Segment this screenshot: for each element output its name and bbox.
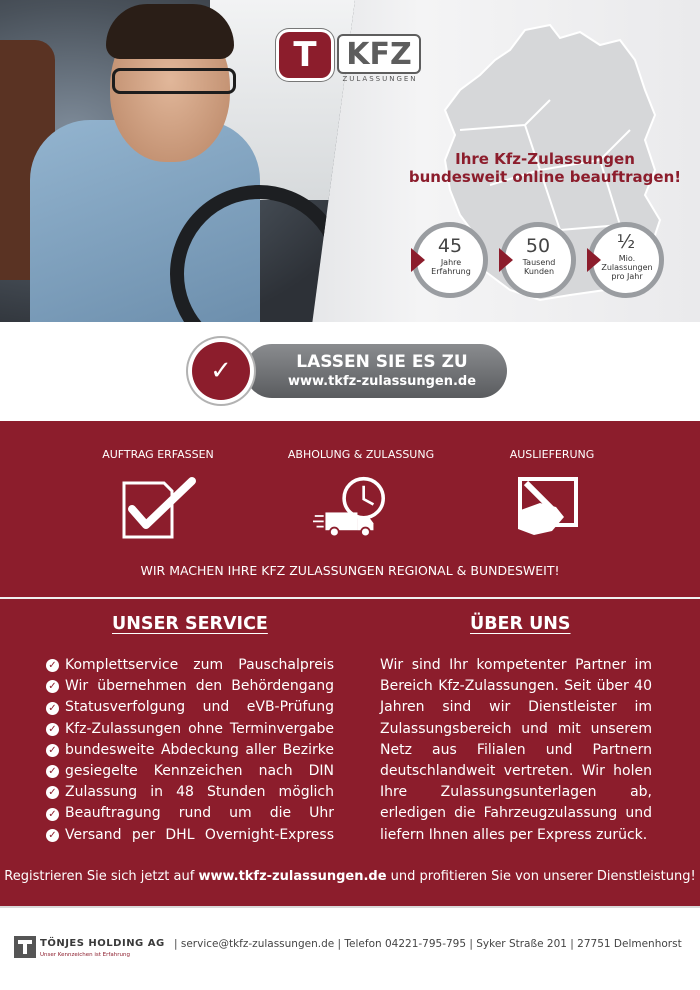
stat-number: 50 [525,235,551,257]
check-circle-icon: ✓ [46,829,59,842]
list-item: ✓ Komplettservice zum Pauschalpreis [46,655,334,676]
stat-label: Tausend Kunden [522,258,556,276]
register-link[interactable]: www.tkfz-zulassungen.de [198,869,387,884]
list-item: ✓ Beauftragung rund um die Uhr [46,803,334,824]
cta-website-link[interactable] [245,344,507,398]
service-title: UNSER SERVICE [112,614,268,634]
stat-label: Jahre Erfahrung [431,258,471,276]
service-list [46,655,334,846]
logo-subtitle: ZULASSUNGEN [342,75,418,83]
footer-company: TÖNJES HOLDING AG [40,938,165,949]
list-item: ✓ bundesweite Abdeckung aller Bezirke [46,740,334,761]
list-item: ✓ Statusverfolgung und eVB-Prüfung [46,697,334,718]
register-post: und profitieren Sie von unserer Dienstleistung! [386,869,696,884]
checklist-icon [118,473,198,543]
cta-title: LASSEN SIE ES ZU [296,352,468,372]
headline-line-2: bundesweit online beauftragen! [408,168,682,186]
check-circle-icon: ✓ [46,808,59,821]
toenjes-logo-icon [14,936,36,958]
check-circle-icon: ✓ [46,765,59,778]
list-item: ✓ Wir übernehmen den Behördengang [46,676,334,697]
stat-badge-years [412,222,488,298]
check-circle-icon: ✓ [46,702,59,715]
list-item: ✓ Versand per DHL Overnight-Express [46,825,334,846]
register-pre: Registrieren Sie sich jetzt auf [4,869,199,884]
step-title-order: AUFTRAG ERFASSEN [102,448,214,461]
stat-badge-registrations [588,222,664,298]
stat-number: ½ [616,231,636,253]
stat-number: 45 [437,235,463,257]
stat-label: Mio. Zulassungen pro Jahr [601,254,653,281]
cta-url: www.tkfz-zulassungen.de [287,374,477,389]
register-line [0,869,700,884]
delivery-truck-clock-icon [313,473,393,543]
tagline: WIR MACHEN IHRE KFZ ZULASSUNGEN REGIONAL & BUNDESWEIT! [140,563,560,578]
footer-contact-info: | service@tkfz-zulassungen.de | Telefon 04221-795-795 | Syker Straße 201 | 27751 Delmenhorst [174,938,682,950]
logo-word: KFZ [337,34,421,74]
step-title-delivery: AUSLIEFERUNG [509,448,595,461]
about-title: ÜBER UNS [470,614,571,634]
list-item: ✓ Zulassung in 48 Stunden möglich [46,782,334,803]
check-circle-icon: ✓ [46,723,59,736]
section-divider [0,597,700,599]
check-circle-icon: ✓ [46,680,59,693]
headline-line-1: Ihre Kfz-Zulassungen [455,150,635,168]
check-circle-icon: ✓ [46,786,59,799]
list-item: ✓ gesiegelte Kennzeichen nach DIN [46,761,334,782]
tkfz-logo [279,32,424,82]
logo-letter: T [279,32,331,78]
checkmark-icon: ✓ [192,342,250,400]
stat-badge-customers [500,222,576,298]
check-circle-icon: ✓ [46,659,59,672]
footer-slogan: Unser Kennzeichen ist Erfahrung [40,952,130,958]
about-text: Wir sind Ihr kompetenter Partner im Bereich Kfz-Zulassungen. Seit über 40 Jahren sind wir Dienstleister im Zulassungsbereich und mit unserem Netz aus Filialen und Partnern deutschlandweit vertreten. Wir holen Ihre Zulassungsunterlagen ab, erledigen die Fahrzeugzulassung und liefern Ihnen alles per Express zurück. [380,657,652,843]
step-title-pickup: ABHOLUNG & ZULASSUNG [287,448,435,461]
check-circle-icon: ✓ [46,744,59,757]
hand-document-icon [512,473,592,543]
list-item: ✓ Kfz-Zulassungen ohne Terminvergabe [46,719,334,740]
hero-headline [400,150,690,186]
